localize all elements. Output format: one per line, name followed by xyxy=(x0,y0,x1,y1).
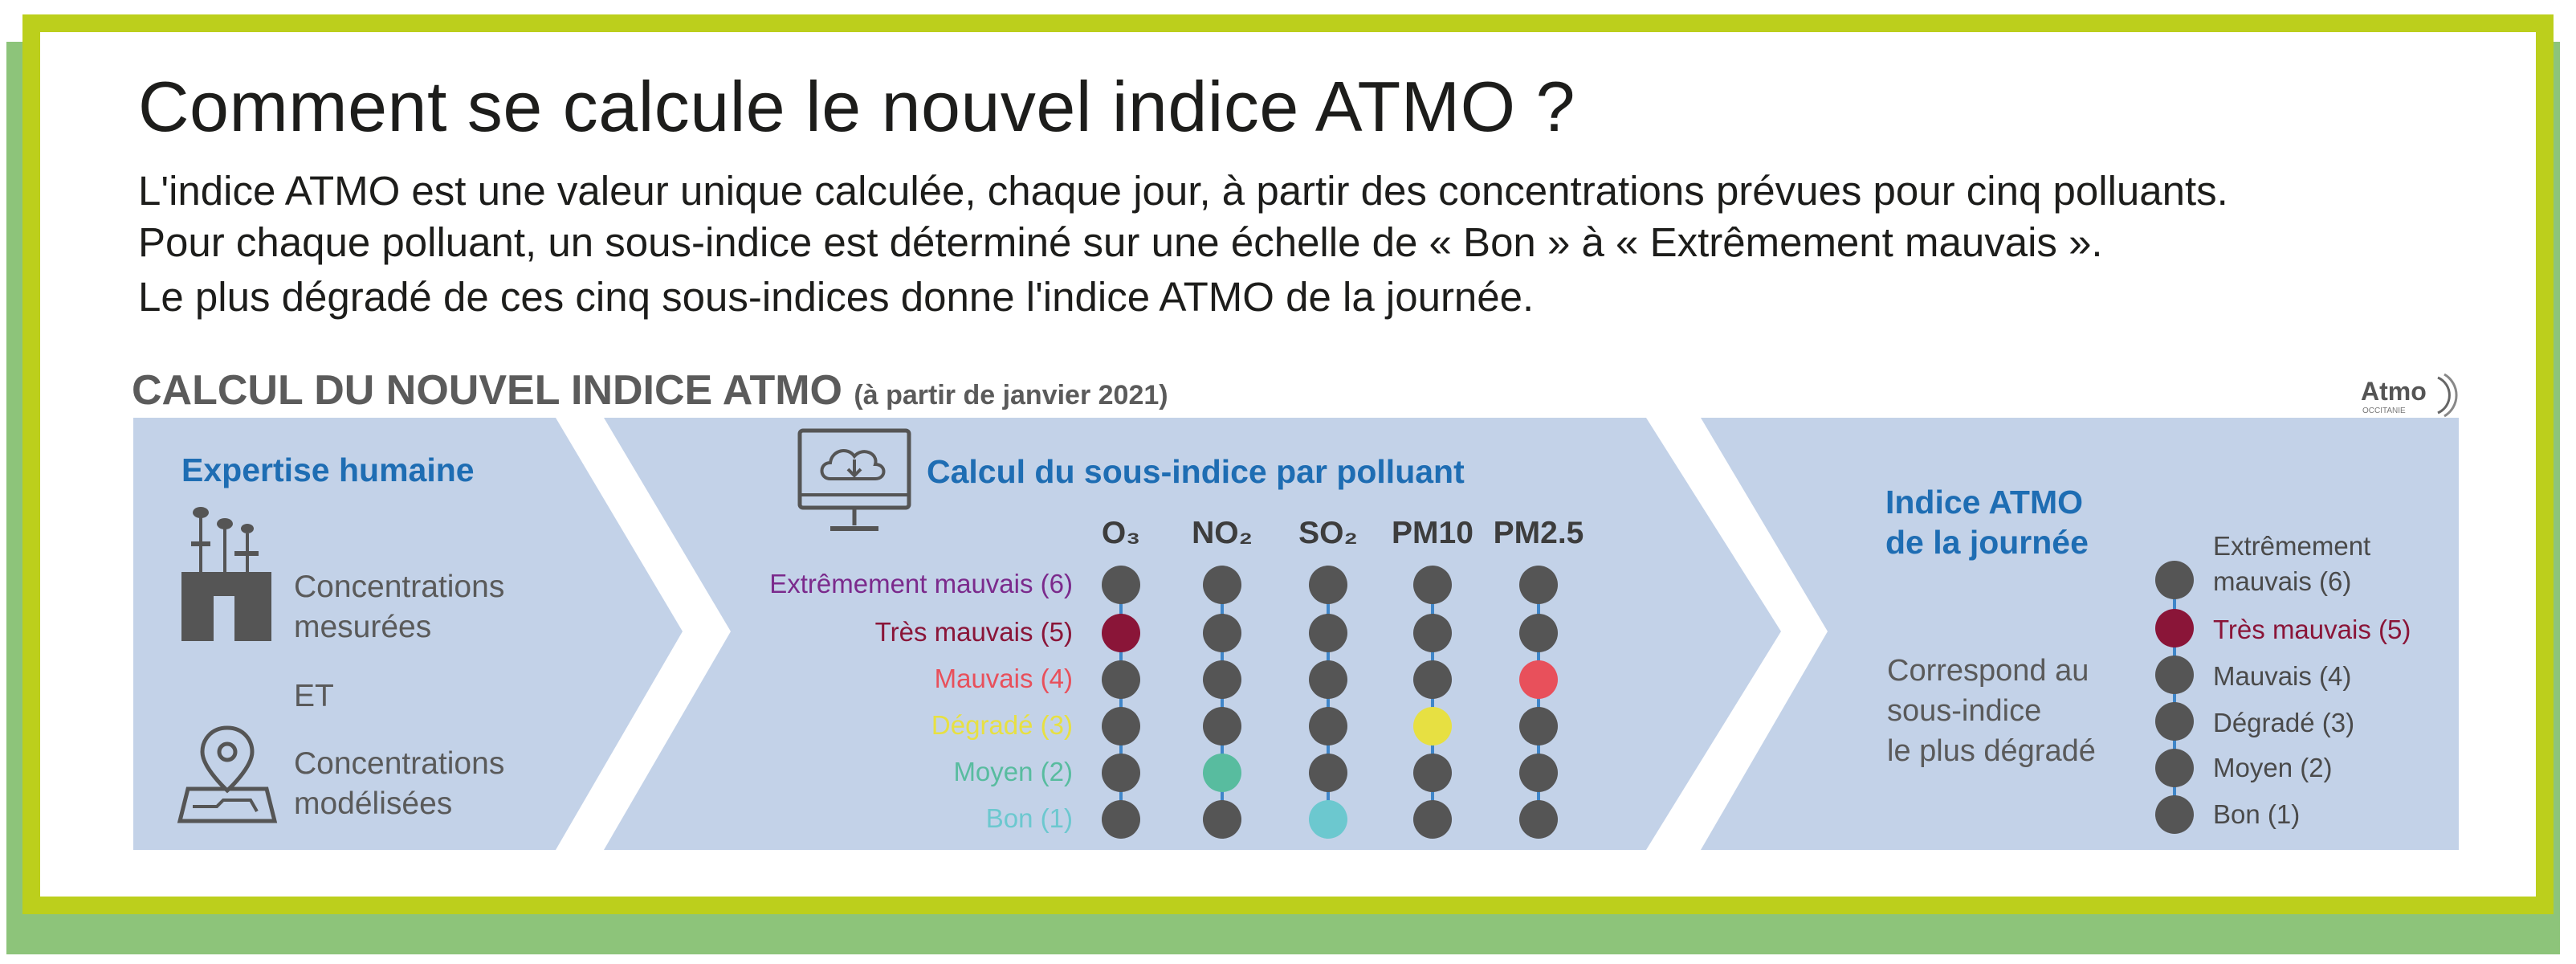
sub-index-dot xyxy=(1203,614,1241,652)
sub-index-dot xyxy=(1413,800,1452,839)
atmo-dot xyxy=(2155,749,2194,787)
sub-index-dot xyxy=(1413,660,1452,699)
sub-index-dot xyxy=(1102,660,1140,699)
atmo-level-label: Dégradé (3) xyxy=(2213,708,2355,737)
pollutant-header: PM10 xyxy=(1392,516,1473,550)
pollutant-header: O₃ xyxy=(1101,516,1141,550)
sub-index-dot xyxy=(1102,800,1140,839)
sub-index-dot xyxy=(1309,614,1347,652)
intro-line-1: L'indice ATMO est une valeur unique calculée, chaque jour, à partir des concentrations prévues pour cinq polluants. xyxy=(138,168,2228,214)
panel3-desc-3: le plus dégradé xyxy=(1887,734,2096,768)
sub-index-dot xyxy=(1102,566,1140,604)
sub-index-dot xyxy=(1102,754,1140,792)
svg-text:Atmo: Atmo xyxy=(2361,377,2427,406)
modeled-line-1: Concentrations xyxy=(294,746,505,781)
sub-index-dot xyxy=(1309,566,1347,604)
atmo-level-label: Moyen (2) xyxy=(2213,753,2333,782)
atmo-dot xyxy=(2155,656,2194,694)
level-label: Très mauvais (5) xyxy=(874,617,1073,647)
measured-line-1: Concentrations xyxy=(294,570,505,604)
sub-index-dot xyxy=(1203,660,1241,699)
sub-index-dot xyxy=(1203,566,1241,604)
panel3-title-1: Indice ATMO xyxy=(1885,484,2083,521)
page-title: Comment se calcule le nouvel indice ATMO ? xyxy=(138,67,1575,146)
atmo-dot xyxy=(2155,795,2194,834)
pollutant-header: SO₂ xyxy=(1298,516,1358,550)
level-label: Bon (1) xyxy=(985,803,1073,833)
panel3-desc-1: Correspond au xyxy=(1887,654,2089,688)
level-label: Moyen (2) xyxy=(953,757,1073,786)
atmo-dot xyxy=(2155,561,2194,599)
sub-index-dot xyxy=(1203,707,1241,745)
sub-index-dot xyxy=(1519,566,1558,604)
pollutant-header: NO₂ xyxy=(1192,516,1253,550)
sub-index-dot xyxy=(1203,800,1241,839)
sub-index-dot-active xyxy=(1413,707,1452,745)
level-label: Mauvais (4) xyxy=(934,664,1073,693)
sub-index-dot-active xyxy=(1203,754,1241,792)
sub-index-dot xyxy=(1519,754,1558,792)
intro-line-3: Le plus dégradé de ces cinq sous-indices donne l'indice ATMO de la journée. xyxy=(138,274,1535,320)
sub-index-dot xyxy=(1413,614,1452,652)
atmo-dot xyxy=(2155,702,2194,741)
panel3-desc-2: sous-indice xyxy=(1887,694,2042,728)
sub-index-dot-active xyxy=(1102,614,1140,652)
atmo-level-label: Mauvais (4) xyxy=(2213,661,2352,691)
sub-index-dot xyxy=(1519,614,1558,652)
atmo-level-label: Très mauvais (5) xyxy=(2213,615,2411,644)
sub-index-dot-active xyxy=(1519,660,1558,699)
panel1-title: Expertise humaine xyxy=(181,451,475,488)
svg-text:OCCITANIE: OCCITANIE xyxy=(2362,406,2406,415)
sub-index-dot xyxy=(1413,566,1452,604)
level-label: Extrêmement mauvais (6) xyxy=(769,569,1073,598)
atmo-level-label: Bon (1) xyxy=(2213,799,2301,829)
sub-index-dot xyxy=(1519,707,1558,745)
level-label: Dégradé (3) xyxy=(931,710,1073,740)
sub-index-dot xyxy=(1309,660,1347,699)
sub-index-dot xyxy=(1309,754,1347,792)
atmo-dot-active xyxy=(2155,609,2194,647)
sub-index-dot xyxy=(1413,754,1452,792)
atmo-level-label: Extrêmement xyxy=(2213,531,2371,561)
sub-index-dot-active xyxy=(1309,800,1347,839)
atmo-level-label: mauvais (6) xyxy=(2213,566,2352,596)
modeled-line-2: modélisées xyxy=(294,786,453,821)
and-label: ET xyxy=(294,679,334,713)
section-title-text: CALCUL DU NOUVEL INDICE ATMO xyxy=(132,367,842,414)
section-subtitle: (à partir de janvier 2021) xyxy=(854,380,1168,411)
panel2-title: Calcul du sous-indice par polluant xyxy=(927,453,1465,490)
sub-index-dot xyxy=(1102,707,1140,745)
intro-line-2: Pour chaque polluant, un sous-indice est déterminé sur une échelle de « Bon » à « Extrêmement mauvais ». xyxy=(138,219,2103,265)
measured-line-2: mesurées xyxy=(294,610,432,644)
sub-index-dot xyxy=(1519,800,1558,839)
panel3-title-2: de la journée xyxy=(1885,524,2089,561)
sub-index-dot xyxy=(1309,707,1347,745)
pollutant-header: PM2.5 xyxy=(1493,516,1584,550)
